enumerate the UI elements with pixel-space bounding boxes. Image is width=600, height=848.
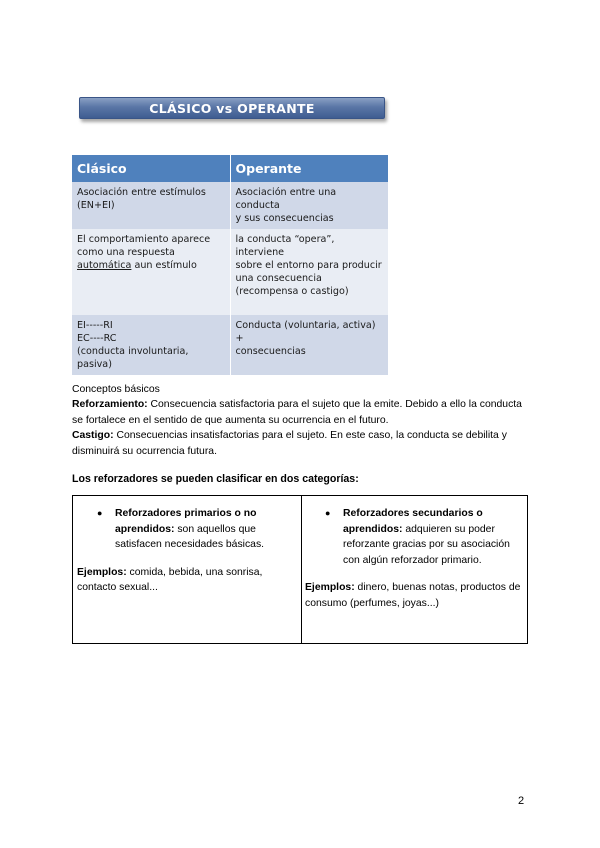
categories-title: Los reforzadores se pueden clasificar en dos categorías:	[72, 473, 359, 485]
underlined-word: automática	[77, 260, 132, 271]
cell-operante-3: Conducta (voluntaria, activa) + consecuencias	[230, 315, 388, 375]
cell-operante-1: Asociación entre una conducta y sus consecuencias	[230, 182, 388, 229]
term-secondary: Reforzadores secundarios o aprendidos:	[343, 508, 483, 535]
term-reforzamiento: Reforzamiento:	[72, 399, 148, 410]
header-clasico: Clásico	[72, 155, 230, 182]
section-title-conceptos: Conceptos básicos	[72, 384, 160, 395]
term-castigo: Castigo:	[72, 430, 114, 441]
primary-reinforcers-box	[73, 496, 301, 643]
table-row	[72, 229, 388, 315]
table-row	[72, 315, 388, 375]
bullet-icon: ●	[325, 508, 331, 518]
table-row	[72, 182, 388, 229]
primary-examples: Ejemplos: comida, bebida, una sonrisa, contacto sexual...	[77, 566, 263, 593]
bullet-icon: ●	[97, 508, 103, 518]
table-header-row	[72, 155, 388, 182]
list-item: ● Reforzadores primarios o no aprendidos: son aquellos que satisfacen necesidades básicas.	[77, 506, 297, 553]
cell-clasico-2: El comportamiento aparece como una respuesta automática aun estímulo	[72, 229, 230, 315]
secondary-examples: Ejemplos: dinero, buenas notas, productos de consumo (perfumes, joyas...)	[305, 582, 521, 609]
secondary-reinforcers-box	[301, 496, 526, 643]
comparison-table	[72, 155, 388, 375]
cell-clasico-3: EI-----RI EC----RC (conducta involuntaria, pasiva)	[72, 315, 230, 375]
cell-operante-2: la conducta “opera”, interviene sobre el entorno para producir una consecuencia (recompensa o castigo)	[230, 229, 388, 315]
paragraph-castigo: Castigo: Consecuencias insatisfactorias para el sujeto. En este caso, la conducta se debilita y disminuirá su ocurrencia futura.	[72, 430, 507, 457]
paragraph-reforzamiento: Reforzamiento: Consecuencia satisfactoria para el sujeto que la emite. Debido a ello la conducta se fortalece en el sentido de que aumenta su ocurrencia en el futuro.	[72, 399, 522, 426]
cell-clasico-1: Asociación entre estímulos (EN+EI)	[72, 182, 230, 229]
list-item: ● Reforzadores secundarios o aprendidos: adquieren su poder reforzante gracias por su asociación con algún reforzador primario.	[305, 506, 522, 568]
categories-table	[72, 495, 528, 644]
header-operante: Operante	[230, 155, 388, 182]
page-number: 2	[518, 795, 525, 807]
comparison-banner: CLÁSICO vs OPERANTE	[79, 97, 385, 119]
term-primary: Reforzadores primarios o no aprendidos:	[115, 508, 257, 535]
